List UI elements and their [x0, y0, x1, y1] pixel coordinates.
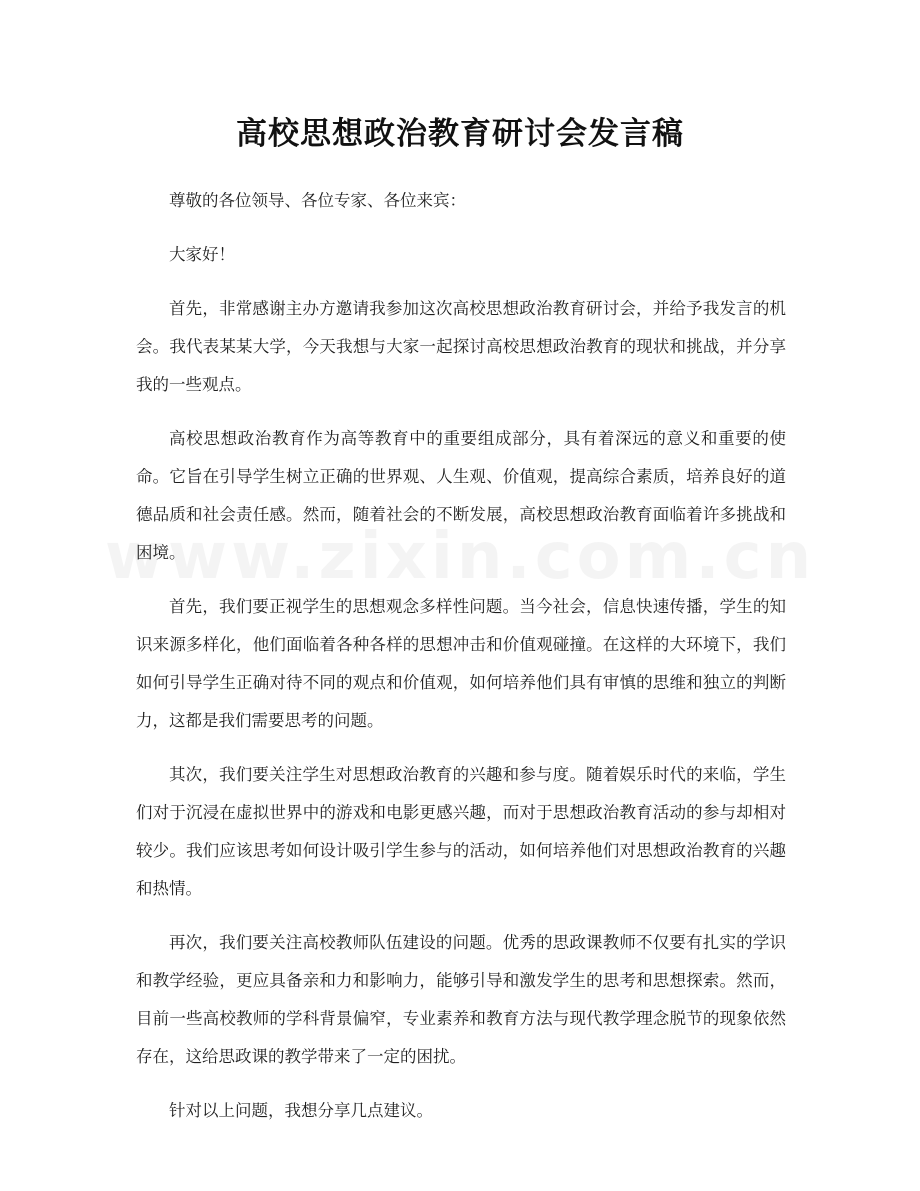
paragraph-greeting: 大家好！ [169, 245, 235, 264]
document-body [136, 182, 786, 1146]
document-title: 高校思想政治教育研讨会发言稿 [236, 116, 684, 152]
paragraph-significance: 高校思想政治教育作为高等教育中的重要组成部分，具有着深远的意义和重要的使命。它旨在引导学生树立正确的世界观、人生观、价值观，提高综合素质，培养良好的道德品质和社会责任感。然而，随着社会的不断发展，高校思想政治教育面临着许多挑战和困境。 [136, 429, 786, 562]
paragraph-first-issue: 首先，我们要正视学生的思想观念多样性问题。当今社会，信息快速传播，学生的知识来源多样化，他们面临着各种各样的思想冲击和价值观碰撞。在这样的大环境下，我们如何引导学生正确对待不同的观点和价值观，如何培养他们具有审慎的思维和独立的判断力，这都是我们需要思考的问题。 [136, 597, 786, 730]
paragraph-salutation: 尊敬的各位领导、各位专家、各位来宾： [169, 191, 466, 210]
paragraph-suggestions: 针对以上问题，我想分享几点建议。 [169, 1101, 433, 1120]
paragraph-intro: 首先，非常感谢主办方邀请我参加这次高校思想政治教育研讨会，并给予我发言的机会。我代表某某大学，今天我想与大家一起探讨高校思想政治教育的现状和挑战，并分享我的一些观点。 [136, 299, 786, 394]
paragraph-third-issue: 再次，我们要关注高校教师队伍建设的问题。优秀的思政课教师不仅要有扎实的学识和教学经验，更应具备亲和力和影响力，能够引导和激发学生的思考和思想探索。然而，目前一些高校教师的学科背景偏窄，专业素养和教育方法与现代教学理念脱节的现象依然存在，这给思政课的教学带来了一定的困扰。 [136, 933, 786, 1066]
paragraph-second-issue: 其次，我们要关注学生对思想政治教育的兴趣和参与度。随着娱乐时代的来临，学生们对于沉浸在虚拟世界中的游戏和电影更感兴趣，而对于思想政治教育活动的参与却相对较少。我们应该思考如何设计吸引学生参与的活动，如何培养他们对思想政治教育的兴趣和热情。 [136, 765, 786, 898]
